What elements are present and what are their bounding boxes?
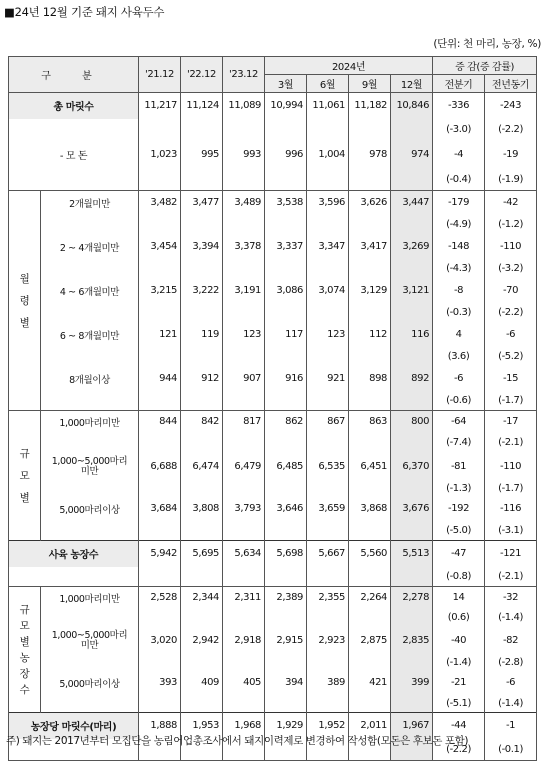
cell-value: 3,808 [181, 497, 223, 521]
cell-value: 1,952 [307, 713, 349, 739]
cell-rate: (-7.4) [433, 433, 485, 453]
header-category: 구 분 [9, 57, 139, 93]
cell-value: 5,667 [307, 541, 349, 567]
cell-value: 6,485 [265, 453, 307, 481]
row-age-4 [9, 323, 537, 347]
cell-change: -4 [433, 141, 485, 169]
cell-change: -110 [485, 235, 537, 259]
cell-value: 817 [223, 411, 265, 433]
cell-value: 3,538 [265, 191, 307, 215]
cell-value: 3,489 [223, 191, 265, 215]
cell-value: 3,626 [349, 191, 391, 215]
cell-value: 2,942 [181, 627, 223, 655]
cell-rate: (-5.2) [485, 347, 537, 367]
cell-value: 944 [139, 367, 181, 391]
cell-rate: (-1.2) [485, 215, 537, 235]
cell-rate: (-2.2) [485, 119, 537, 141]
cell-change: -179 [433, 191, 485, 215]
row-label: 5,000마리이상 [41, 671, 139, 695]
cell-rate: (-5.0) [433, 521, 485, 541]
cell-value: 3,684 [139, 497, 181, 521]
cell-value: 3,477 [181, 191, 223, 215]
header-change-quarter: 전분기 [433, 75, 485, 93]
cell-change: 14 [433, 587, 485, 609]
unit-note: (단위: 천 마리, 농장, %) [433, 38, 541, 50]
row-label: 6 ~ 8개월미만 [41, 323, 139, 347]
cell-value: 867 [307, 411, 349, 433]
cell-value: 3,086 [265, 279, 307, 303]
cell-value: 6,370 [391, 453, 433, 481]
cell-value: 3,074 [307, 279, 349, 303]
cell-value: 3,447 [391, 191, 433, 215]
cell-value: 2,355 [307, 587, 349, 609]
cell-change: -6 [433, 367, 485, 391]
cell-value: 844 [139, 411, 181, 433]
cell-value: 5,513 [391, 541, 433, 567]
footnote: 주) 돼지는 2017년부터 모집단을 농림어업총조사에서 돼지이력제로 변경하여 작성함(모돈은 후보돈 포함) [6, 735, 469, 747]
row-label: 8개월이상 [41, 367, 139, 391]
header-year-2023: '23.12 [223, 57, 265, 93]
cell-change: -40 [433, 627, 485, 655]
cell-value: 916 [265, 367, 307, 391]
cell-change: -243 [485, 93, 537, 119]
cell-value: 974 [391, 141, 433, 169]
cell-rate: (-3.2) [485, 259, 537, 279]
cell-value: 3,676 [391, 497, 433, 521]
cell-value: 394 [265, 671, 307, 695]
section-farm-scale-label: 규 모 별 농 장 수 [9, 587, 41, 713]
cell-value: 912 [181, 367, 223, 391]
cell-value: 2,311 [223, 587, 265, 609]
cell-value: 2,344 [181, 587, 223, 609]
cell-value: 1,967 [391, 713, 433, 739]
row-total [9, 93, 537, 119]
cell-change: -19 [485, 141, 537, 169]
header-month-dec: 12월 [391, 75, 433, 93]
row-age-2 [9, 235, 537, 259]
row-scale-3 [9, 497, 537, 521]
cell-change: -17 [485, 411, 537, 433]
header-change-year: 전년동기 [485, 75, 537, 93]
row-label [41, 627, 139, 655]
cell-value: 2,011 [349, 713, 391, 739]
cell-change: -110 [485, 453, 537, 481]
header-change: 증 감(증 감률) [433, 57, 537, 75]
cell-value: 119 [181, 323, 223, 347]
cell-value: 993 [223, 141, 265, 169]
cell-value: 3,020 [139, 627, 181, 655]
cell-value: 11,217 [139, 93, 181, 119]
row-label: 총 마릿수 [9, 93, 139, 119]
row-farms [9, 541, 537, 567]
row-farm-scale-2 [9, 627, 537, 655]
cell-rate: (-1.4) [485, 609, 537, 627]
cell-value: 393 [139, 671, 181, 695]
cell-change: -44 [433, 713, 485, 739]
cell-change: -1 [485, 713, 537, 739]
cell-value: 3,793 [223, 497, 265, 521]
cell-rate: (-1.7) [485, 391, 537, 411]
cell-rate: (-0.6) [433, 391, 485, 411]
cell-rate: (-2.1) [485, 433, 537, 453]
cell-rate: (-2.1) [485, 567, 537, 587]
cell-value: 921 [307, 367, 349, 391]
cell-value: 11,061 [307, 93, 349, 119]
row-scale-1 [9, 411, 537, 433]
cell-change: 4 [433, 323, 485, 347]
row-label-line2: 미만 [80, 465, 99, 477]
cell-change: -32 [485, 587, 537, 609]
cell-value: 5,698 [265, 541, 307, 567]
cell-value: 3,347 [307, 235, 349, 259]
cell-value: 2,528 [139, 587, 181, 609]
cell-value: 842 [181, 411, 223, 433]
cell-value: 898 [349, 367, 391, 391]
cell-value: 399 [391, 671, 433, 695]
row-label: 1,000마리미만 [41, 587, 139, 609]
cell-change: -116 [485, 497, 537, 521]
livestock-table [8, 56, 536, 761]
cell-rate: (-1.9) [485, 169, 537, 191]
cell-value: 3,454 [139, 235, 181, 259]
cell-value: 3,121 [391, 279, 433, 303]
cell-value: 3,646 [265, 497, 307, 521]
cell-value: 995 [181, 141, 223, 169]
cell-change: -82 [485, 627, 537, 655]
cell-rate: (-5.1) [433, 695, 485, 713]
row-age-5 [9, 367, 537, 391]
cell-value: 3,394 [181, 235, 223, 259]
row-label-line1: 1,000~5,000마리 [51, 455, 128, 467]
cell-value: 6,474 [181, 453, 223, 481]
cell-value: 5,560 [349, 541, 391, 567]
row-label-line2: 미만 [80, 639, 99, 651]
header-year-2022: '22.12 [181, 57, 223, 93]
cell-change: -8 [433, 279, 485, 303]
header-month-sep: 9월 [349, 75, 391, 93]
cell-value: 6,535 [307, 453, 349, 481]
row-label: 4 ~ 6개월미만 [41, 279, 139, 303]
cell-value: 3,191 [223, 279, 265, 303]
cell-value: 2,264 [349, 587, 391, 609]
section-scale-label: 규 모 별 [9, 411, 41, 541]
row-sow [9, 141, 537, 169]
row-label-line1: 1,000~5,000마리 [51, 629, 128, 641]
cell-rate: (-2.2) [485, 303, 537, 323]
cell-value: 10,994 [265, 93, 307, 119]
cell-rate: (-3.0) [433, 119, 485, 141]
cell-rate: (-2.8) [485, 655, 537, 671]
cell-rate: (-3.1) [485, 521, 537, 541]
cell-value: 863 [349, 411, 391, 433]
cell-rate: (-0.3) [433, 303, 485, 323]
cell-value: 1,004 [307, 141, 349, 169]
cell-value: 892 [391, 367, 433, 391]
cell-value: 3,337 [265, 235, 307, 259]
cell-value: 117 [265, 323, 307, 347]
cell-value: 123 [307, 323, 349, 347]
cell-change: -81 [433, 453, 485, 481]
row-label: 농장당 마릿수(마리) [9, 713, 139, 739]
cell-change: -21 [433, 671, 485, 695]
cell-value: 389 [307, 671, 349, 695]
cell-value: 2,389 [265, 587, 307, 609]
cell-value: 2,918 [223, 627, 265, 655]
cell-value: 5,695 [181, 541, 223, 567]
cell-value: 11,089 [223, 93, 265, 119]
cell-rate: (-4.3) [433, 259, 485, 279]
cell-value: 3,129 [349, 279, 391, 303]
cell-value: 3,596 [307, 191, 349, 215]
cell-rate: (-2.2) [433, 739, 485, 761]
cell-value: 3,269 [391, 235, 433, 259]
cell-value: 996 [265, 141, 307, 169]
row-label: 5,000마리이상 [41, 497, 139, 521]
cell-change: -47 [433, 541, 485, 567]
cell-value: 3,378 [223, 235, 265, 259]
cell-value: 1,929 [265, 713, 307, 739]
cell-value: 1,023 [139, 141, 181, 169]
cell-change: -15 [485, 367, 537, 391]
row-label: 사육 농장수 [9, 541, 139, 567]
cell-rate: (-4.9) [433, 215, 485, 235]
cell-value: 978 [349, 141, 391, 169]
row-label: 2 ~ 4개월미만 [41, 235, 139, 259]
row-label: 1,000마리미만 [41, 411, 139, 433]
cell-change: -192 [433, 497, 485, 521]
cell-rate: (3.6) [433, 347, 485, 367]
cell-value: 1,953 [181, 713, 223, 739]
cell-change: -70 [485, 279, 537, 303]
cell-value: 3,659 [307, 497, 349, 521]
cell-value: 2,875 [349, 627, 391, 655]
cell-rate: (-0.8) [433, 567, 485, 587]
cell-value: 121 [139, 323, 181, 347]
cell-value: 6,479 [223, 453, 265, 481]
cell-change: -6 [485, 323, 537, 347]
cell-value: 6,688 [139, 453, 181, 481]
cell-value: 10,846 [391, 93, 433, 119]
row-label [41, 453, 139, 481]
cell-value: 800 [391, 411, 433, 433]
cell-value: 3,417 [349, 235, 391, 259]
row-age-3 [9, 279, 537, 303]
cell-value: 409 [181, 671, 223, 695]
cell-rate: (-1.3) [433, 481, 485, 497]
cell-rate: (0.6) [433, 609, 485, 627]
cell-value: 123 [223, 323, 265, 347]
cell-value: 3,215 [139, 279, 181, 303]
row-age-1 [9, 191, 537, 215]
cell-value: 11,182 [349, 93, 391, 119]
cell-change: -6 [485, 671, 537, 695]
row-label: 2개월미만 [41, 191, 139, 215]
row-farm-scale-1 [9, 587, 537, 609]
cell-value: 907 [223, 367, 265, 391]
cell-value: 3,868 [349, 497, 391, 521]
cell-change: -336 [433, 93, 485, 119]
row-farm-scale-3 [9, 671, 537, 695]
cell-value: 2,835 [391, 627, 433, 655]
cell-change: -42 [485, 191, 537, 215]
cell-value: 3,482 [139, 191, 181, 215]
cell-change: -64 [433, 411, 485, 433]
header-month-jun: 6월 [307, 75, 349, 93]
cell-value: 112 [349, 323, 391, 347]
cell-value: 2,923 [307, 627, 349, 655]
cell-value: 421 [349, 671, 391, 695]
cell-value: 5,942 [139, 541, 181, 567]
cell-value: 5,634 [223, 541, 265, 567]
cell-value: 6,451 [349, 453, 391, 481]
row-scale-2 [9, 453, 537, 481]
row-label: - 모 돈 [9, 141, 139, 169]
cell-rate: (-1.7) [485, 481, 537, 497]
page-title: ■24년 12월 기준 돼지 사육두수 [4, 5, 165, 19]
cell-value: 862 [265, 411, 307, 433]
section-age-label: 월 령 별 [9, 191, 41, 411]
cell-value: 2,278 [391, 587, 433, 609]
header-month-mar: 3월 [265, 75, 307, 93]
cell-value: 11,124 [181, 93, 223, 119]
cell-rate: (-1.4) [433, 655, 485, 671]
cell-value: 405 [223, 671, 265, 695]
cell-rate: (-0.1) [485, 739, 537, 761]
cell-value: 1,968 [223, 713, 265, 739]
cell-rate: (-1.4) [485, 695, 537, 713]
cell-rate: (-0.4) [433, 169, 485, 191]
cell-change: -121 [485, 541, 537, 567]
header-year-2021: '21.12 [139, 57, 181, 93]
cell-value: 3,222 [181, 279, 223, 303]
cell-value: 2,915 [265, 627, 307, 655]
cell-value: 116 [391, 323, 433, 347]
cell-value: 1,888 [139, 713, 181, 739]
cell-change: -148 [433, 235, 485, 259]
header-year-2024: 2024년 [265, 57, 433, 75]
